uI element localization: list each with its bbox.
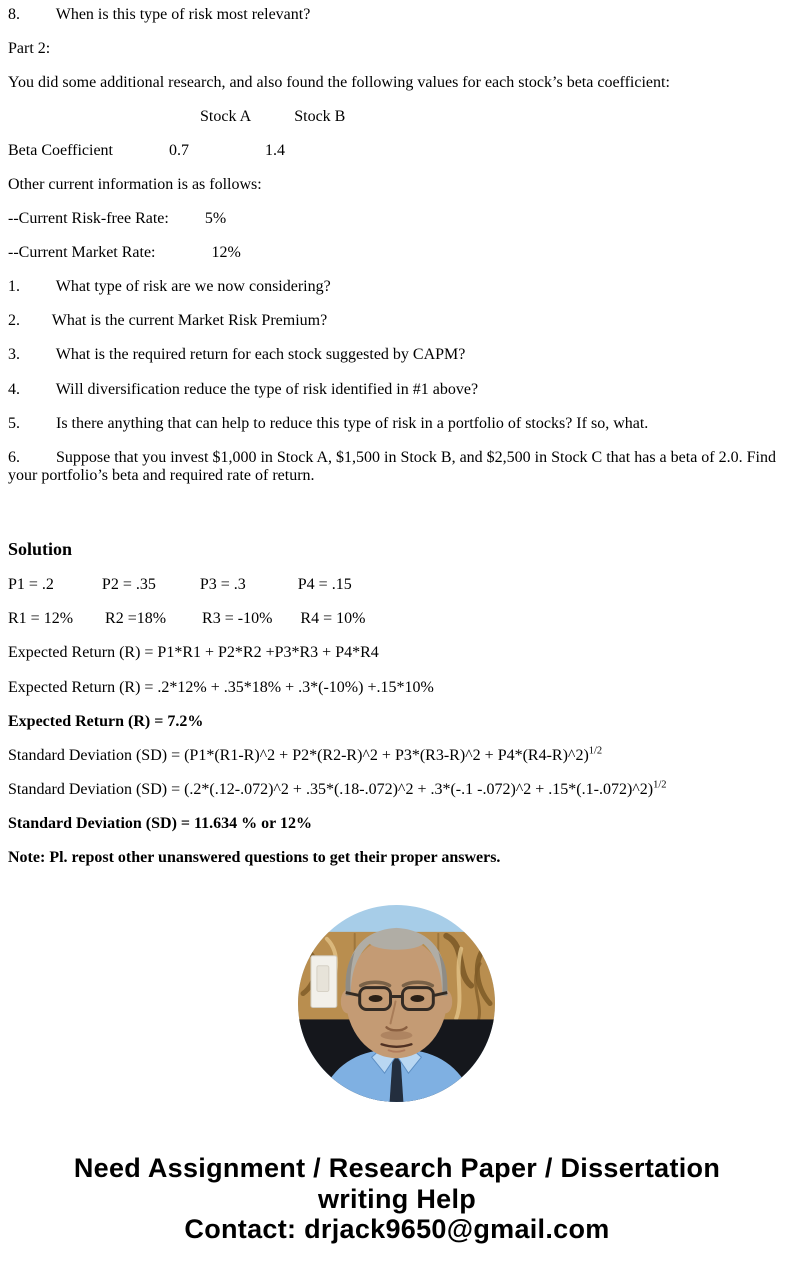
other-info-text: Other current information is as follows: xyxy=(8,176,262,194)
sd-values-line xyxy=(8,781,785,800)
expected-return-formula: Expected Return (R) = P1*R1 + P2*R2 +P3*R3 + P4*R4 xyxy=(8,644,379,662)
market-rate-row: --Current Market Rate: 12% xyxy=(8,244,241,262)
question-6: 6. Suppose that you invest $1,000 in Stock A, $1,500 in Stock B, and $2,500 in Stock C that has a beta of 2.0. Find your portfolio’s beta and required rate of return. xyxy=(8,448,780,485)
risk-free-rate-row: --Current Risk-free Rate: 5% xyxy=(8,210,227,228)
probabilities-row: P1 = .2 P2 = .35 P3 = .3 P4 = .15 xyxy=(8,576,352,594)
sd-formula-exponent: 1/2 xyxy=(588,745,603,757)
help-heading-line-1: Need Assignment / Research Paper / Dissertation xyxy=(73,1153,721,1184)
contact-email-line: Contact: drjack9650@gmail.com xyxy=(184,1214,610,1245)
returns-row: R1 = 12% R2 =18% R3 = -10% R4 = 10% xyxy=(8,610,366,628)
tutor-avatar xyxy=(297,904,496,1103)
sd-formula-text: Standard Deviation (SD) = (P1*(R1-R)^2 + P2*(R2-R)^2 + P3*(R3-R)^2 + P4*(R4-R)^2) xyxy=(8,746,589,764)
mustache-shadow xyxy=(381,1031,413,1040)
question-8: 8. When is this type of risk most relevant? xyxy=(8,6,311,23)
eye-right xyxy=(410,995,424,1002)
expected-return-result: Expected Return (R) = 7.2% xyxy=(8,712,204,730)
question-1: 1. What type of risk are we now considering? xyxy=(8,278,331,296)
question-4: 4. Will diversification reduce the type of risk identified in #1 above? xyxy=(8,380,479,398)
solution-heading: Solution xyxy=(8,538,73,559)
sd-values-text: Standard Deviation (SD) = (.2*(.12-.072)^2 + .35*(.18-.072)^2 + .3*(-.1 -.072)^2 + .15*(.1-.072)^2) xyxy=(8,780,654,798)
intro-text: You did some additional research, and also found the following values for each stock’s beta coefficient: xyxy=(8,74,670,92)
sd-result: Standard Deviation (SD) = 11.634 % or 12% xyxy=(8,814,312,832)
question-2: 2. What is the current Market Risk Premium? xyxy=(8,312,328,330)
help-heading-line-2: writing Help xyxy=(317,1183,477,1214)
tutor-avatar-container xyxy=(8,904,785,1103)
light-switch-rocker xyxy=(317,966,329,992)
sd-formula-line xyxy=(8,747,785,766)
question-3: 3. What is the required return for each stock suggested by CAPM? xyxy=(8,346,466,364)
eye-left xyxy=(369,995,383,1002)
expected-return-values: Expected Return (R) = .2*12% + .35*18% + .3*(-10%) +.15*10% xyxy=(8,678,434,696)
question-5: 5. Is there anything that can help to reduce this type of risk in a portfolio of stocks? If so, what. xyxy=(8,414,649,432)
stock-table-header: Stock A Stock B xyxy=(8,108,346,126)
beta-coefficient-row: Beta Coefficient 0.7 1.4 xyxy=(8,142,285,160)
part-2-label: Part 2: xyxy=(8,40,51,58)
sd-values-exponent: 1/2 xyxy=(653,779,667,791)
writing-help-banner xyxy=(0,1153,794,1273)
repost-note: Note: Pl. repost other unanswered questions to get their proper answers. xyxy=(8,848,501,866)
